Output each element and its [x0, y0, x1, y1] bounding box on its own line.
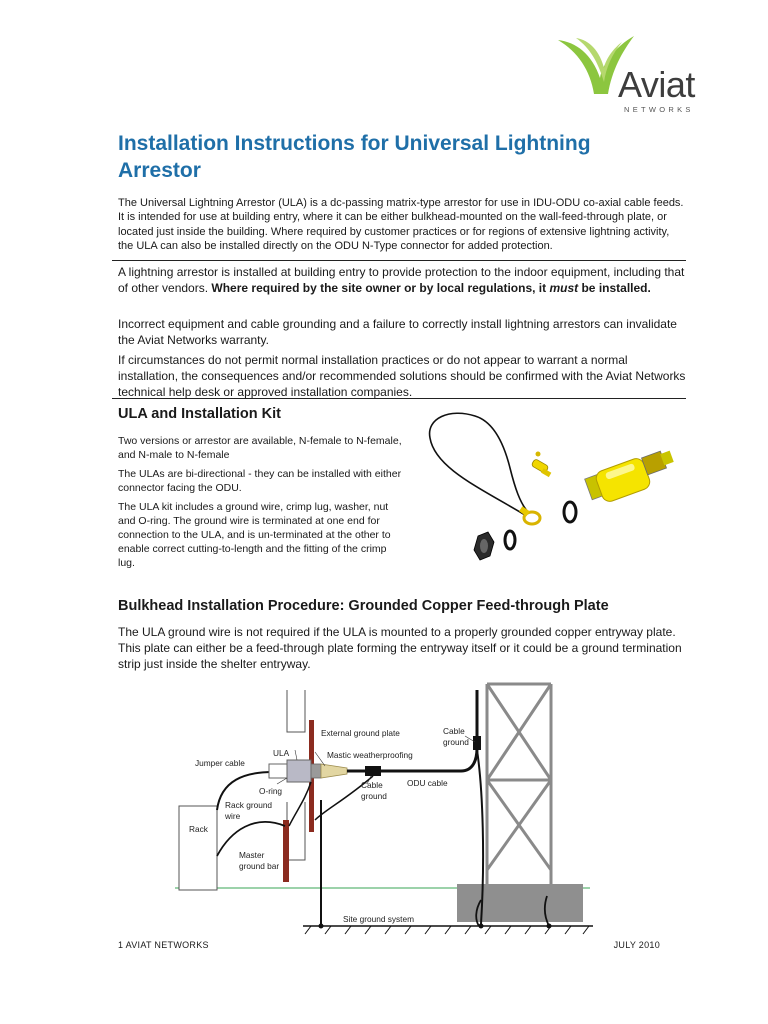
label-cable-ground-top-1: Cable [443, 726, 465, 736]
page-title: Installation Instructions for Universal Lightning Arrestor [118, 132, 591, 182]
section1-paragraph-1: Two versions or arrestor are available, N-female to N-female, and N-male to N-female [118, 435, 402, 461]
notice-text: A lightning arrestor is installed at building entry to provide protection to the indoor equipment, including that of other vendors. [118, 265, 685, 295]
footer-left: 1 AVIAT NETWORKS [118, 940, 209, 950]
master-ground-bar [283, 820, 289, 882]
cable-ground-clamp [365, 766, 381, 776]
section-heading-bulkhead: Bulkhead Installation Procedure: Grounded Copper Feed-through Plate [118, 598, 609, 614]
label-odu-cable: ODU cable [407, 778, 448, 788]
label-rack-ground-2: wire [225, 811, 241, 821]
label-cable-ground-1: Cable [361, 780, 383, 790]
label-cable-ground-2: ground [361, 791, 387, 801]
notice-top-rule [112, 260, 686, 261]
notice-bottom-rule [112, 398, 686, 399]
ground-hatching [305, 926, 589, 934]
label-external-ground-plate: External ground plate [321, 728, 400, 738]
tower [487, 684, 551, 884]
rack [179, 806, 217, 890]
label-o-ring: O-ring [259, 786, 283, 796]
crimp-lug-image [531, 452, 551, 478]
ground-wire-image [430, 413, 540, 524]
logo-wordmark: Aviat [618, 64, 695, 105]
notice-paragraph-1 [118, 264, 686, 296]
section2-paragraph-1: The ULA ground wire is not required if the ULA is mounted to a properly grounded copper entryway plate. This plate can either be a feed-through plate forming the entryway itself or it could be a ground termination strip just inside the shelter entryway. [118, 625, 682, 671]
logo-subtitle: NETWORKS [624, 105, 694, 114]
label-jumper-cable: Jumper cable [195, 758, 245, 768]
notice-paragraph-3: If circumstances do not permit normal installation practices or do not appear to warrant a normal installation, the consequences and/or recommended solutions should be confirmed with the Aviat Networks technical help desk or approved installation companies. [118, 353, 686, 399]
label-master-2: ground bar [239, 861, 280, 871]
ula-kit-illustration [420, 408, 690, 588]
ula-ground-wire [289, 782, 311, 826]
notice-bold-end: be installed. [578, 281, 651, 295]
section-heading-ula-kit: ULA and Installation Kit [118, 406, 281, 422]
intro-paragraph: The Universal Lightning Arrestor (ULA) is a dc-passing matrix-type arrestor for use in IDU-ODU co-axial cable feeds. It is intended for use at building entry, where it can be either bulkhead-mounted on the wall-feed-through plate, or located just inside the building. Where required by customer practices or for regions of extensive lightning activity, the ULA can also be installed directly on the ODU N-Type connector for added protection. [118, 197, 684, 252]
label-site-ground-system: Site ground system [343, 914, 415, 924]
wall-lower [287, 802, 305, 860]
label-ula: ULA [273, 748, 290, 758]
nut-image [474, 532, 494, 560]
jumper-connector [269, 764, 287, 778]
ula-device [287, 760, 311, 782]
label-rack-ground-1: Rack ground [225, 800, 273, 810]
ula-arrestor-image [585, 451, 674, 504]
label-master-1: Master [239, 850, 265, 860]
cable-ground-clamp-top [473, 736, 481, 750]
wall-upper [287, 690, 305, 732]
bulkhead-installation-diagram [175, 680, 595, 942]
notice-bold: Where required by the site owner or by local regulations, it [211, 281, 550, 295]
notice-paragraph-2: Incorrect equipment and cable grounding and a failure to correctly install lightning arrestors can invalidate the Aviat Networks warranty. [118, 317, 677, 347]
section1-paragraph-3: The ULA kit includes a ground wire, crimp lug, washer, nut and O-ring. The ground wire is terminated at one end for connection to the ULA, and is un-terminated at the other to enable correct cutting-to-length and the fitting of the crimp lug. [118, 501, 391, 569]
label-mastic: Mastic weatherproofing [327, 750, 413, 760]
section1-paragraph-2: The ULAs are bi-directional - they can be installed with either connector facing the ODU. [118, 468, 402, 494]
ula-connector [311, 764, 321, 778]
label-cable-ground-top-2: ground [443, 737, 469, 747]
washer-image [505, 531, 515, 549]
o-ring-image [564, 502, 576, 522]
mastic-weatherproofing [321, 764, 347, 778]
footer-right: JULY 2010 [613, 940, 660, 950]
label-rack: Rack [189, 824, 208, 834]
notice-must: must [549, 281, 579, 295]
aviat-logo [556, 34, 696, 114]
